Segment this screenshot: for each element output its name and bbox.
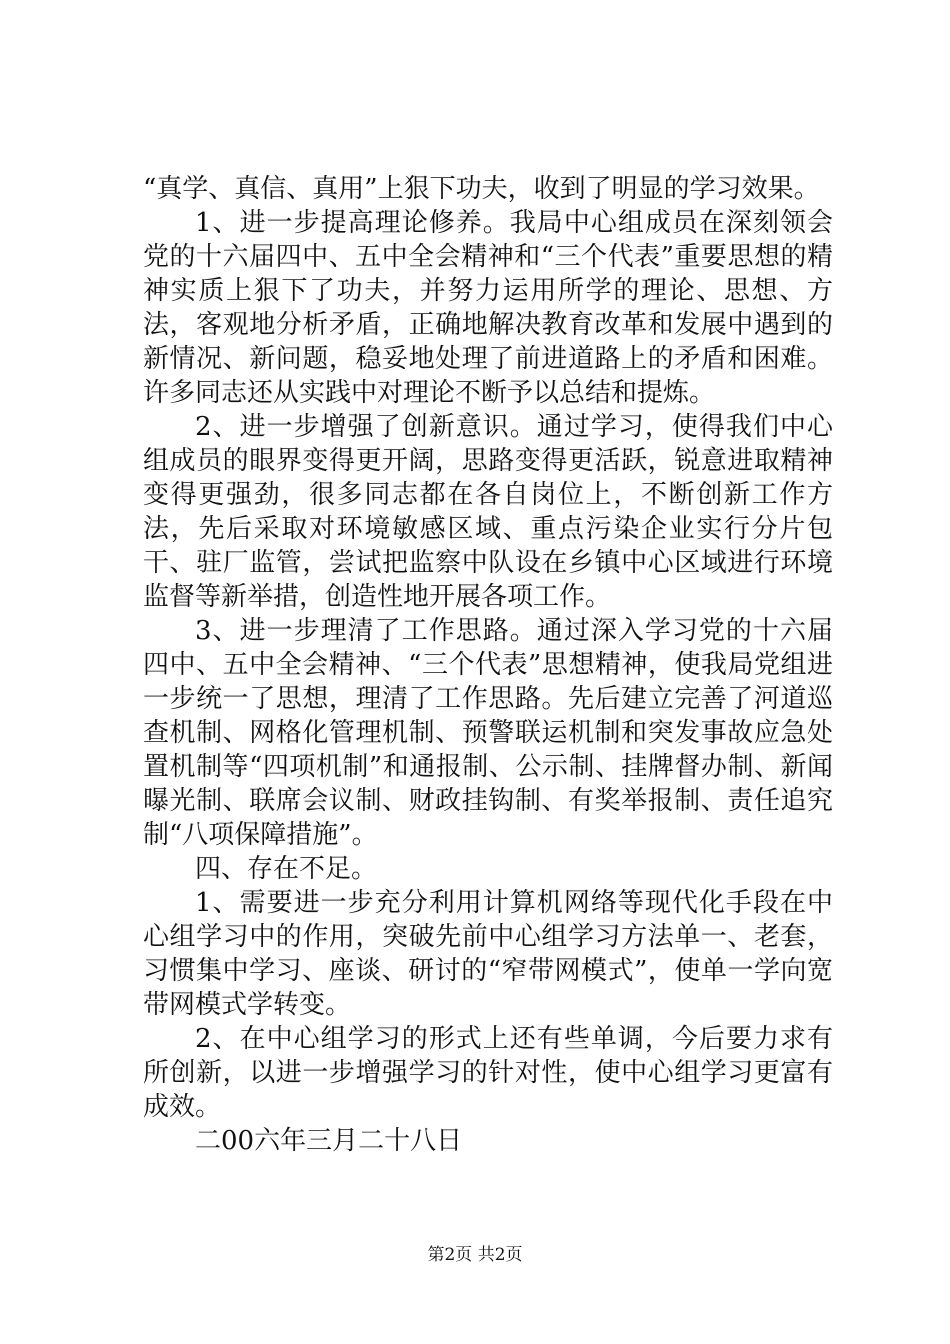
paragraph-shortcoming-2: 2、在中心组学习的形式上还有些单调，今后要力求有所创新，以进一步增强学习的针对性，使中心组学习更富有成效。	[143, 1024, 833, 1122]
paragraph-innovation: 2、进一步增强了创新意识。通过学习，使得我们中心组成员的眼界变得更开阔，思路变得更活跃，锐意进取精神变得更强劲，很多同志都在各自岗位上，不断创新工作方法，先后采取对环境敏感区域、重点污染企业实行分片包干、驻厂监管，尝试把监察中队设在乡镇中心区域进行环境监督等新举措，创造性地开展各项工作。	[143, 412, 833, 612]
document-body	[143, 172, 833, 1158]
document-date: 二00六年三月二十八日	[195, 1126, 463, 1156]
paragraph-shortcoming-1: 1、需要进一步充分利用计算机网络等现代化手段在中心组学习中的作用，突破先前中心组学习方法单一、老套，习惯集中学习、座谈、研讨的“窄带网模式”，使单一学向宽带网模式学转变。	[143, 888, 833, 1020]
paragraph-continuation: “真学、真信、真用”上狠下功夫，收到了明显的学习效果。	[143, 174, 820, 204]
page-number-footer: 第2页 共2页	[427, 1245, 523, 1265]
section-heading-shortcomings: 四、存在不足。	[195, 854, 378, 884]
paragraph-work-ideas: 3、进一步理清了工作思路。通过深入学习党的十六届四中、五中全会精神、“三个代表”思想精神，使我局党组进一步统一了思想，理清了工作思路。先后建立完善了河道巡查机制、网格化管理机制、预警联运机制和突发事故应急处置机制等“四项机制”和通报制、公示制、挂牌督办制、新闻曝光制、联席会议制、财政挂钩制、有奖举报制、责任追究制“八项保障措施”。	[143, 616, 833, 850]
paragraph-theory: 1、进一步提高理论修养。我局中心组成员在深刻领会党的十六届四中、五中全会精神和“三个代表”重要思想的精神实质上狠下了功夫，并努力运用所学的理论、思想、方法，客观地分析矛盾，正确地解决教育改革和发展中遇到的新情况、新问题，稳妥地处理了前进道路上的矛盾和困难。许多同志还从实践中对理论不断予以总结和提炼。	[143, 208, 833, 408]
